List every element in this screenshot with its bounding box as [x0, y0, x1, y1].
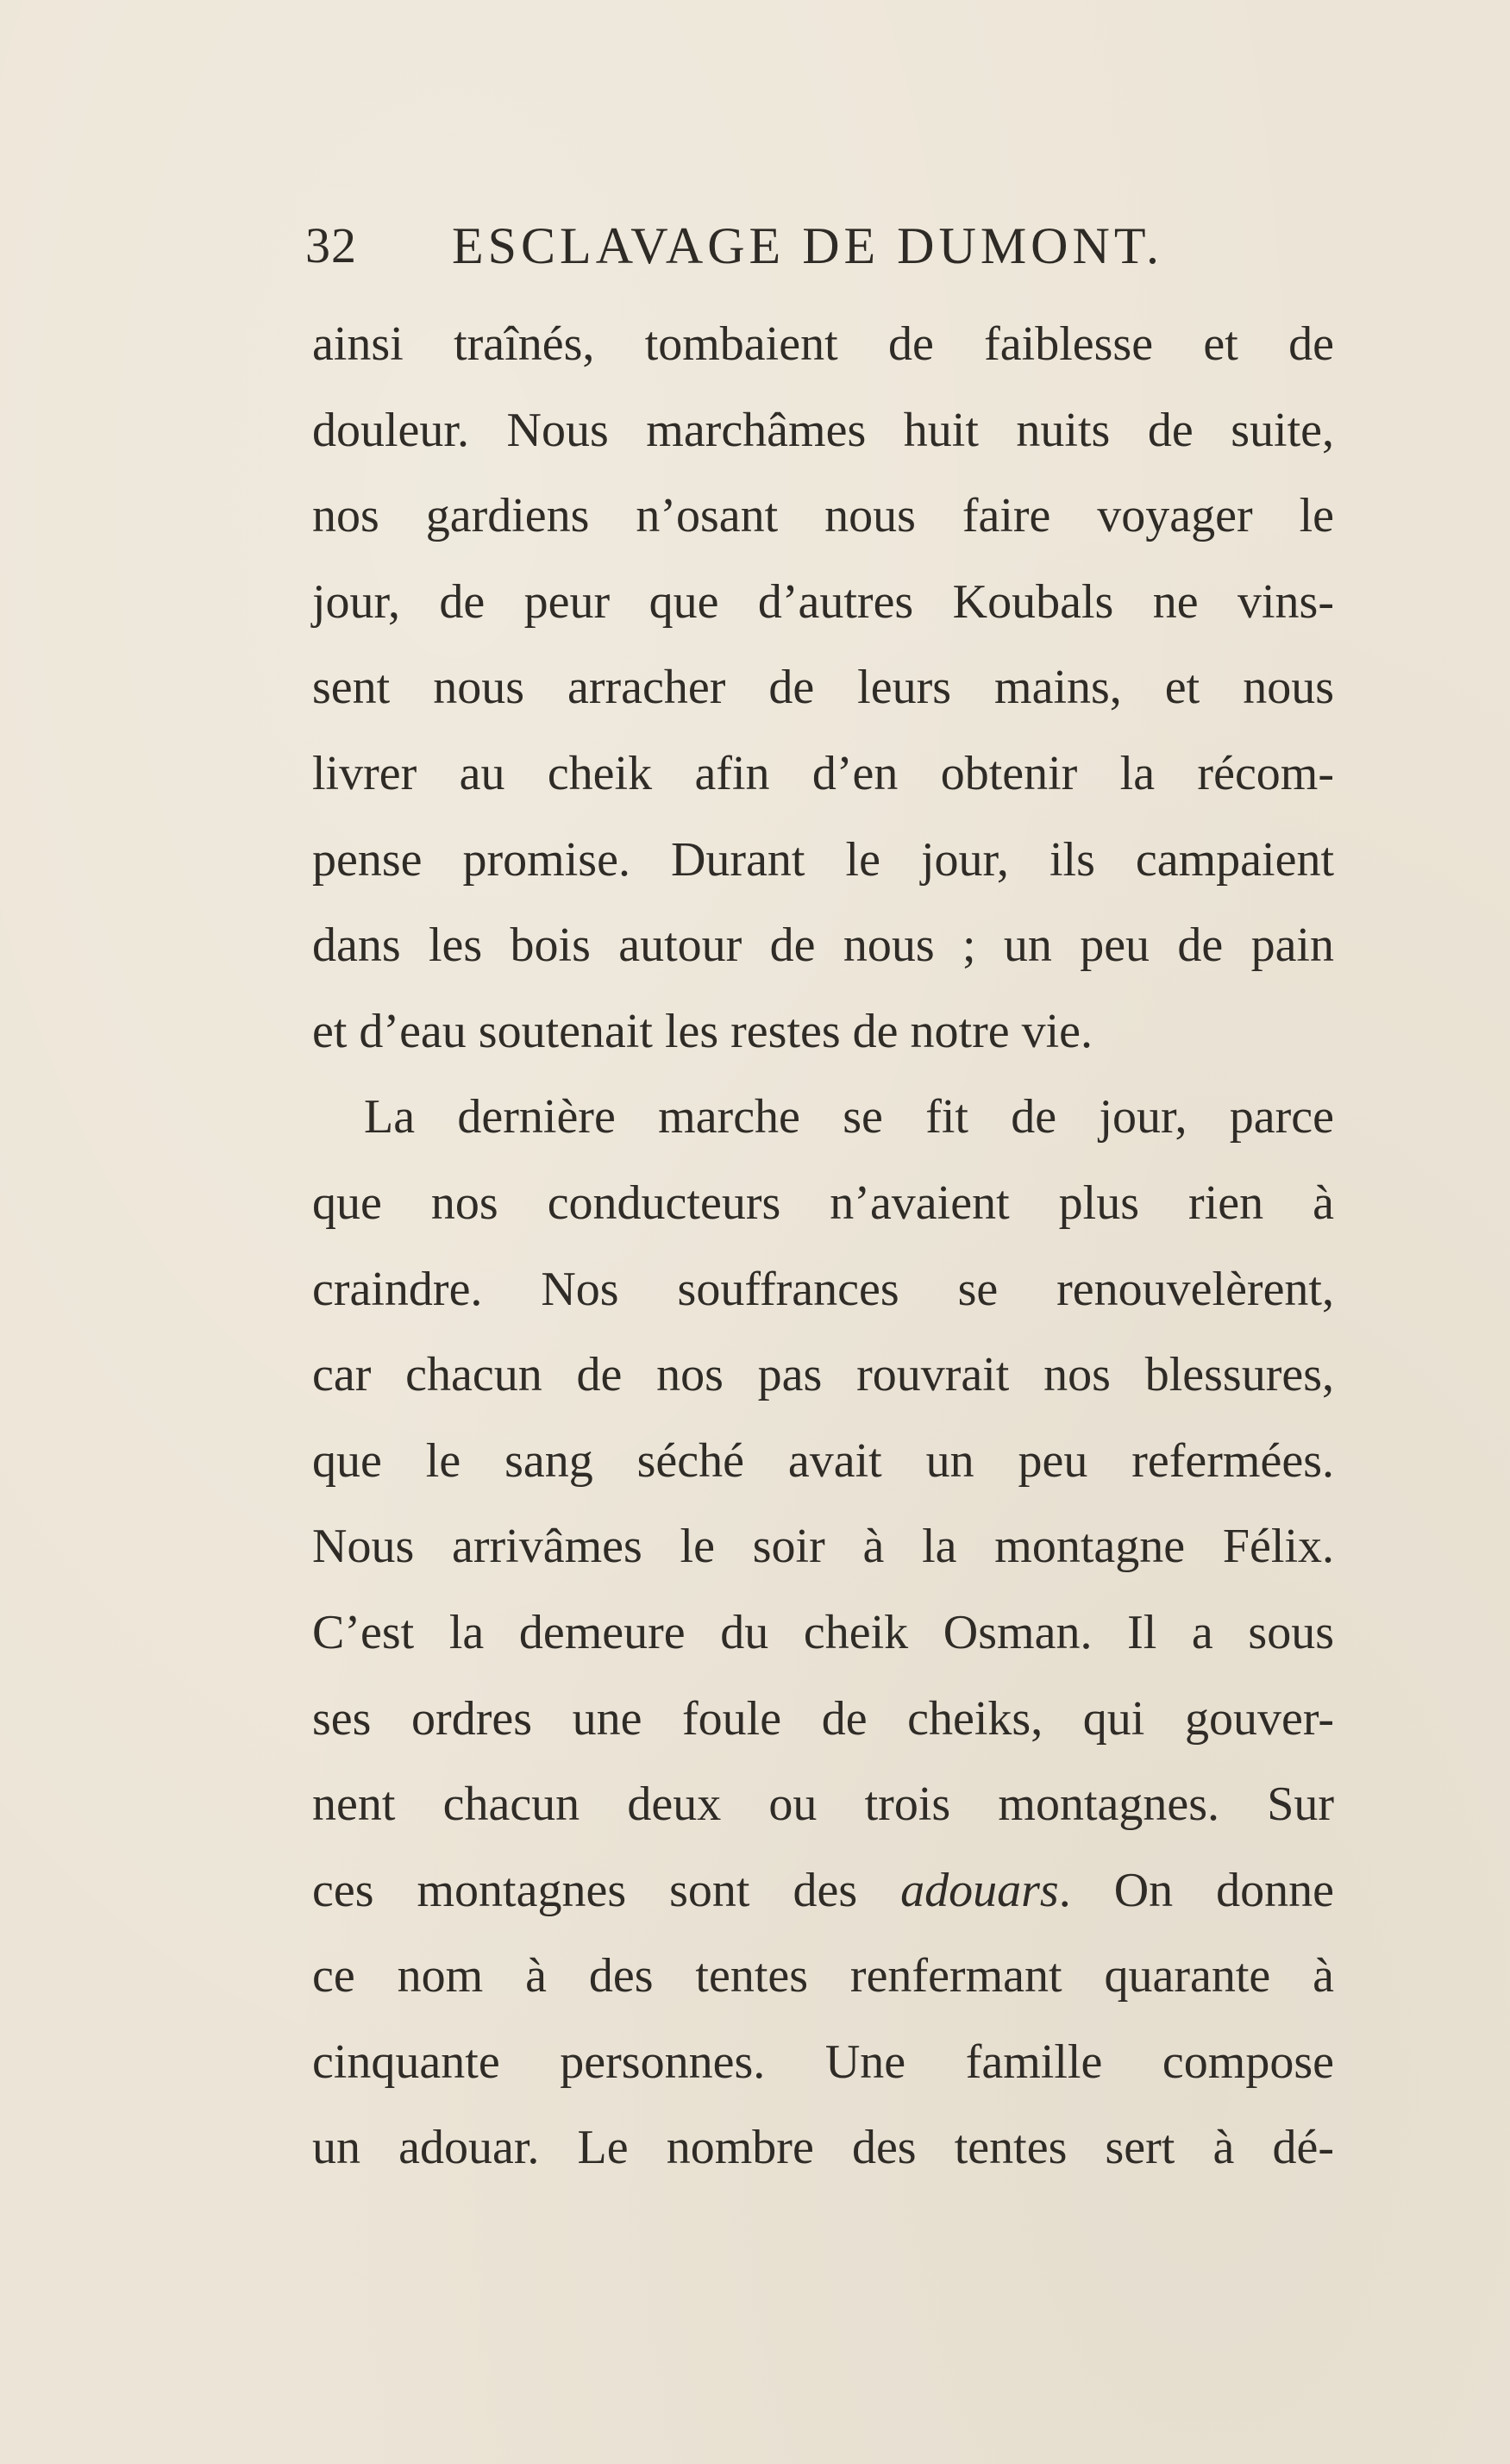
text-line: Nous arrivâmes le soir à la montagne Félix.	[312, 1520, 1334, 1574]
text-line: La dernière marche se fit de jour, parce	[364, 1090, 1334, 1144]
text-line: sent nous arracher de leurs mains, et nous	[312, 661, 1334, 715]
text-line: craindre. Nos souffrances se renouvelèrent,	[312, 1262, 1334, 1316]
text-line: ainsi traînés, tombaient de faiblesse et de	[312, 317, 1334, 371]
text-line: ce nom à des tentes renfermant quarante à	[312, 1949, 1334, 2003]
text-segment: . On donne	[1058, 1863, 1335, 1917]
text-line: C’est la demeure du cheik Osman. Il a sous	[312, 1605, 1334, 1659]
text-line: pense promise. Durant le jour, ils campaient	[312, 832, 1334, 887]
text-line: que le sang séché avait un peu refermées.	[312, 1433, 1334, 1488]
paragraph-2	[312, 1075, 1334, 2191]
text-line: jour, de peur que d’autres Koubals ne vins-	[312, 574, 1334, 629]
text-line: nent chacun deux ou trois montagnes. Sur	[312, 1777, 1334, 1832]
text-line: cinquante personnes. Une famille compose	[312, 2035, 1334, 2089]
text-line: que nos conducteurs n’avaient plus rien à	[312, 1176, 1334, 1230]
paragraph-1	[312, 302, 1334, 1075]
page-number: 32	[305, 217, 357, 273]
text-line: et d’eau soutenait les restes de notre vie.	[312, 1004, 1093, 1058]
running-head: ESCLAVAGE DE DUMONT.	[452, 217, 1164, 274]
text-line-with-italic	[312, 1848, 1334, 1934]
text-line: un adouar. Le nombre des tentes sert à dé-	[312, 2121, 1334, 2175]
text-line: car chacun de nos pas rouvrait nos blessures,	[312, 1348, 1334, 1402]
text-line: dans les bois autour de nous ; un peu de pain	[312, 919, 1334, 973]
italic-term: adouars	[900, 1863, 1059, 1917]
text-line: livrer au cheik afin d’en obtenir la récom-	[312, 746, 1334, 800]
text-line: ses ordres une foule de cheiks, qui gouver-	[312, 1691, 1334, 1746]
body-text	[312, 302, 1334, 2191]
page-header	[305, 211, 1168, 280]
text-line: nos gardiens n’osant nous faire voyager le	[312, 489, 1334, 543]
text-line: douleur. Nous marchâmes huit nuits de suite,	[312, 403, 1334, 457]
text-segment: ces montagnes sont des	[312, 1863, 901, 1917]
